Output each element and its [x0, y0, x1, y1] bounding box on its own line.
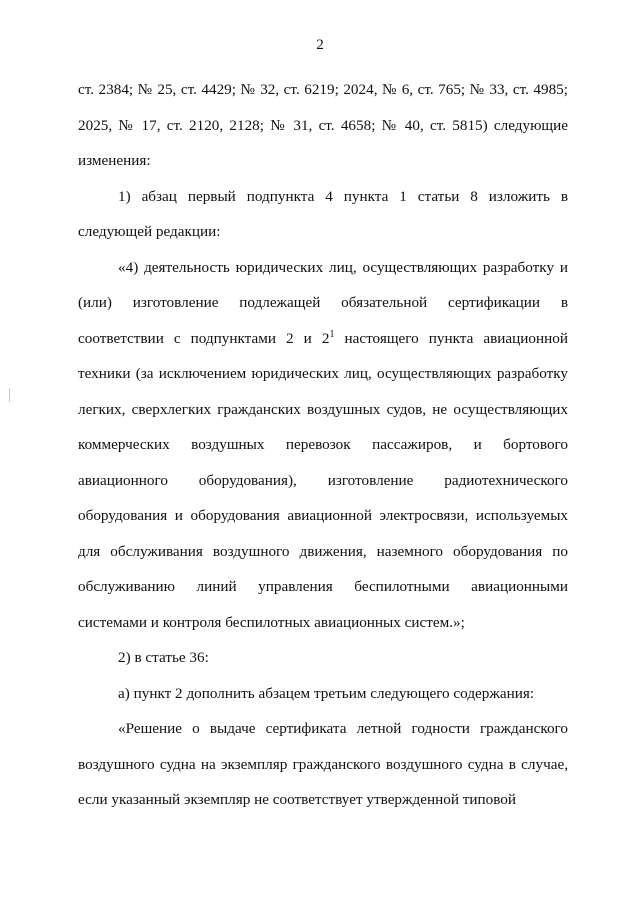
amendment-item-2-paragraph: 2) в статье 36: — [118, 649, 209, 666]
quoted-text-part-1: «4) деятельность юридических лиц, осуществляющих разработку и (или) изготовление подлежащей обязательной сертификации в соответствии с подпунктами 2 и 2 — [78, 258, 568, 347]
quoted-decision-paragraph: «Решение о выдаче сертификата летной годности гражданского воздушного судна на экземпляр гражданского воздушного судна в случае, если указанный экземпляр не соответствует утвержденной типовой — [78, 720, 568, 808]
page-number: 2 — [316, 36, 324, 53]
intro-paragraph: ст. 2384; № 25, ст. 4429; № 32, ст. 6219; 2024, № 6, ст. 765; № 33, ст. 4985; 2025, № 17, ст. 2120, 2128; № 31, ст. 4658; № 40, ст. 5815) следующие изменения: — [78, 81, 568, 169]
quoted-subparagraph-4 — [78, 250, 568, 641]
document-body — [78, 72, 568, 818]
superscript-index: 1 — [329, 328, 335, 340]
amendment-item-1-paragraph: 1) абзац первый подпункта 4 пункта 1 статьи 8 изложить в следующей редакции: — [78, 187, 568, 240]
amendment-item-2a-paragraph: а) пункт 2 дополнить абзацем третьим следующего содержания: — [118, 684, 535, 702]
quoted-text-part-2: настоящего пункта авиационной техники (за исключением юридических лиц, осуществляющих разработку легких, сверхлегких гражданских воздушных судов, не осуществляющих коммерческих воздушных перевозок пассажиров, и бортового авиационного оборудования), изготовление радиотехнического оборудования и оборудования авиационной электросвязи, используемых для обслуживания воздушного движения, наземного оборудования по обслуживанию линий управления беспилотными авиационными системами и контроля беспилотных авиационных систем.»; — [78, 329, 568, 631]
scan-edge-mark — [9, 388, 10, 402]
